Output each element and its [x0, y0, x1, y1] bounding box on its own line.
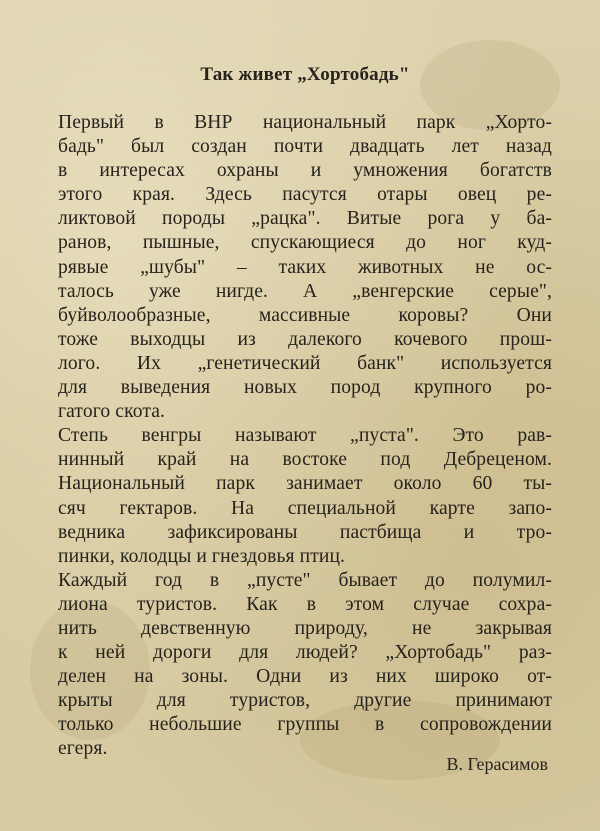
article-title: Так живет „Хортобадь" [200, 64, 410, 85]
text-line: лиона туристов. Как в этом случае сохра- [58, 593, 552, 615]
text-line: Первый в ВНР национальный парк „Хорто- [58, 112, 552, 133]
text-line: буйволообразные, массивные коровы? Они [58, 304, 552, 326]
text-line: сяч гектаров. На специальной карте запо- [58, 497, 552, 519]
text-line: в интересах охраны и умножения богатств [58, 160, 552, 182]
text-line: тоже выходцы из далекого кочевого прош- [58, 328, 552, 350]
text-line: этого края. Здесь пасутся отары овец ре- [58, 184, 552, 206]
text-line: пинки, колодцы и гнездовья птиц. [58, 545, 346, 567]
paragraph-1 [58, 111, 552, 424]
text-line: талось уже нигде. А „венгерские серые", [58, 280, 552, 302]
text-line: рявые „шубы" – таких животных не ос- [58, 256, 552, 278]
text-line: Каждый год в „пусте" бывает до полумил- [58, 569, 552, 591]
author-signature: В. Герасимов [446, 754, 548, 774]
text-line: делен на зоны. Одни из них широко от- [58, 666, 552, 688]
article-body [58, 64, 552, 762]
paragraph-3 [58, 569, 552, 762]
text-line: лого. Их „генетический банк" используется [58, 352, 552, 374]
text-line: нить девственную природу, не закрывая [58, 617, 552, 639]
paragraph-2 [58, 424, 552, 569]
text-line: гатого скота. [58, 401, 166, 423]
text-line: ведника зафиксированы пастбища и тро- [58, 521, 552, 543]
text-line: Национальный парк занимает около 60 ты- [58, 473, 552, 495]
text-line: ранов, пышные, спускающиеся до ног куд- [58, 232, 552, 254]
text-line: крыты для туристов, другие принимают [58, 690, 552, 712]
text-line: Степь венгры называют „пуста". Это рав- [58, 425, 552, 447]
text-line: нинный край на востоке под Дебреценом. [58, 449, 552, 471]
text-line: только небольшие группы в сопровождении [58, 714, 552, 736]
text-line: ликтовой породы „рацка". Витые рога у ба- [58, 208, 552, 230]
text-line: бадь" был создан почти двадцать лет назад [58, 136, 552, 158]
text-line: к ней дороги для людей? „Хортобадь" раз- [58, 642, 552, 664]
text-line: для выведения новых пород крупного ро- [58, 377, 552, 399]
text-line: егеря. [58, 738, 108, 760]
